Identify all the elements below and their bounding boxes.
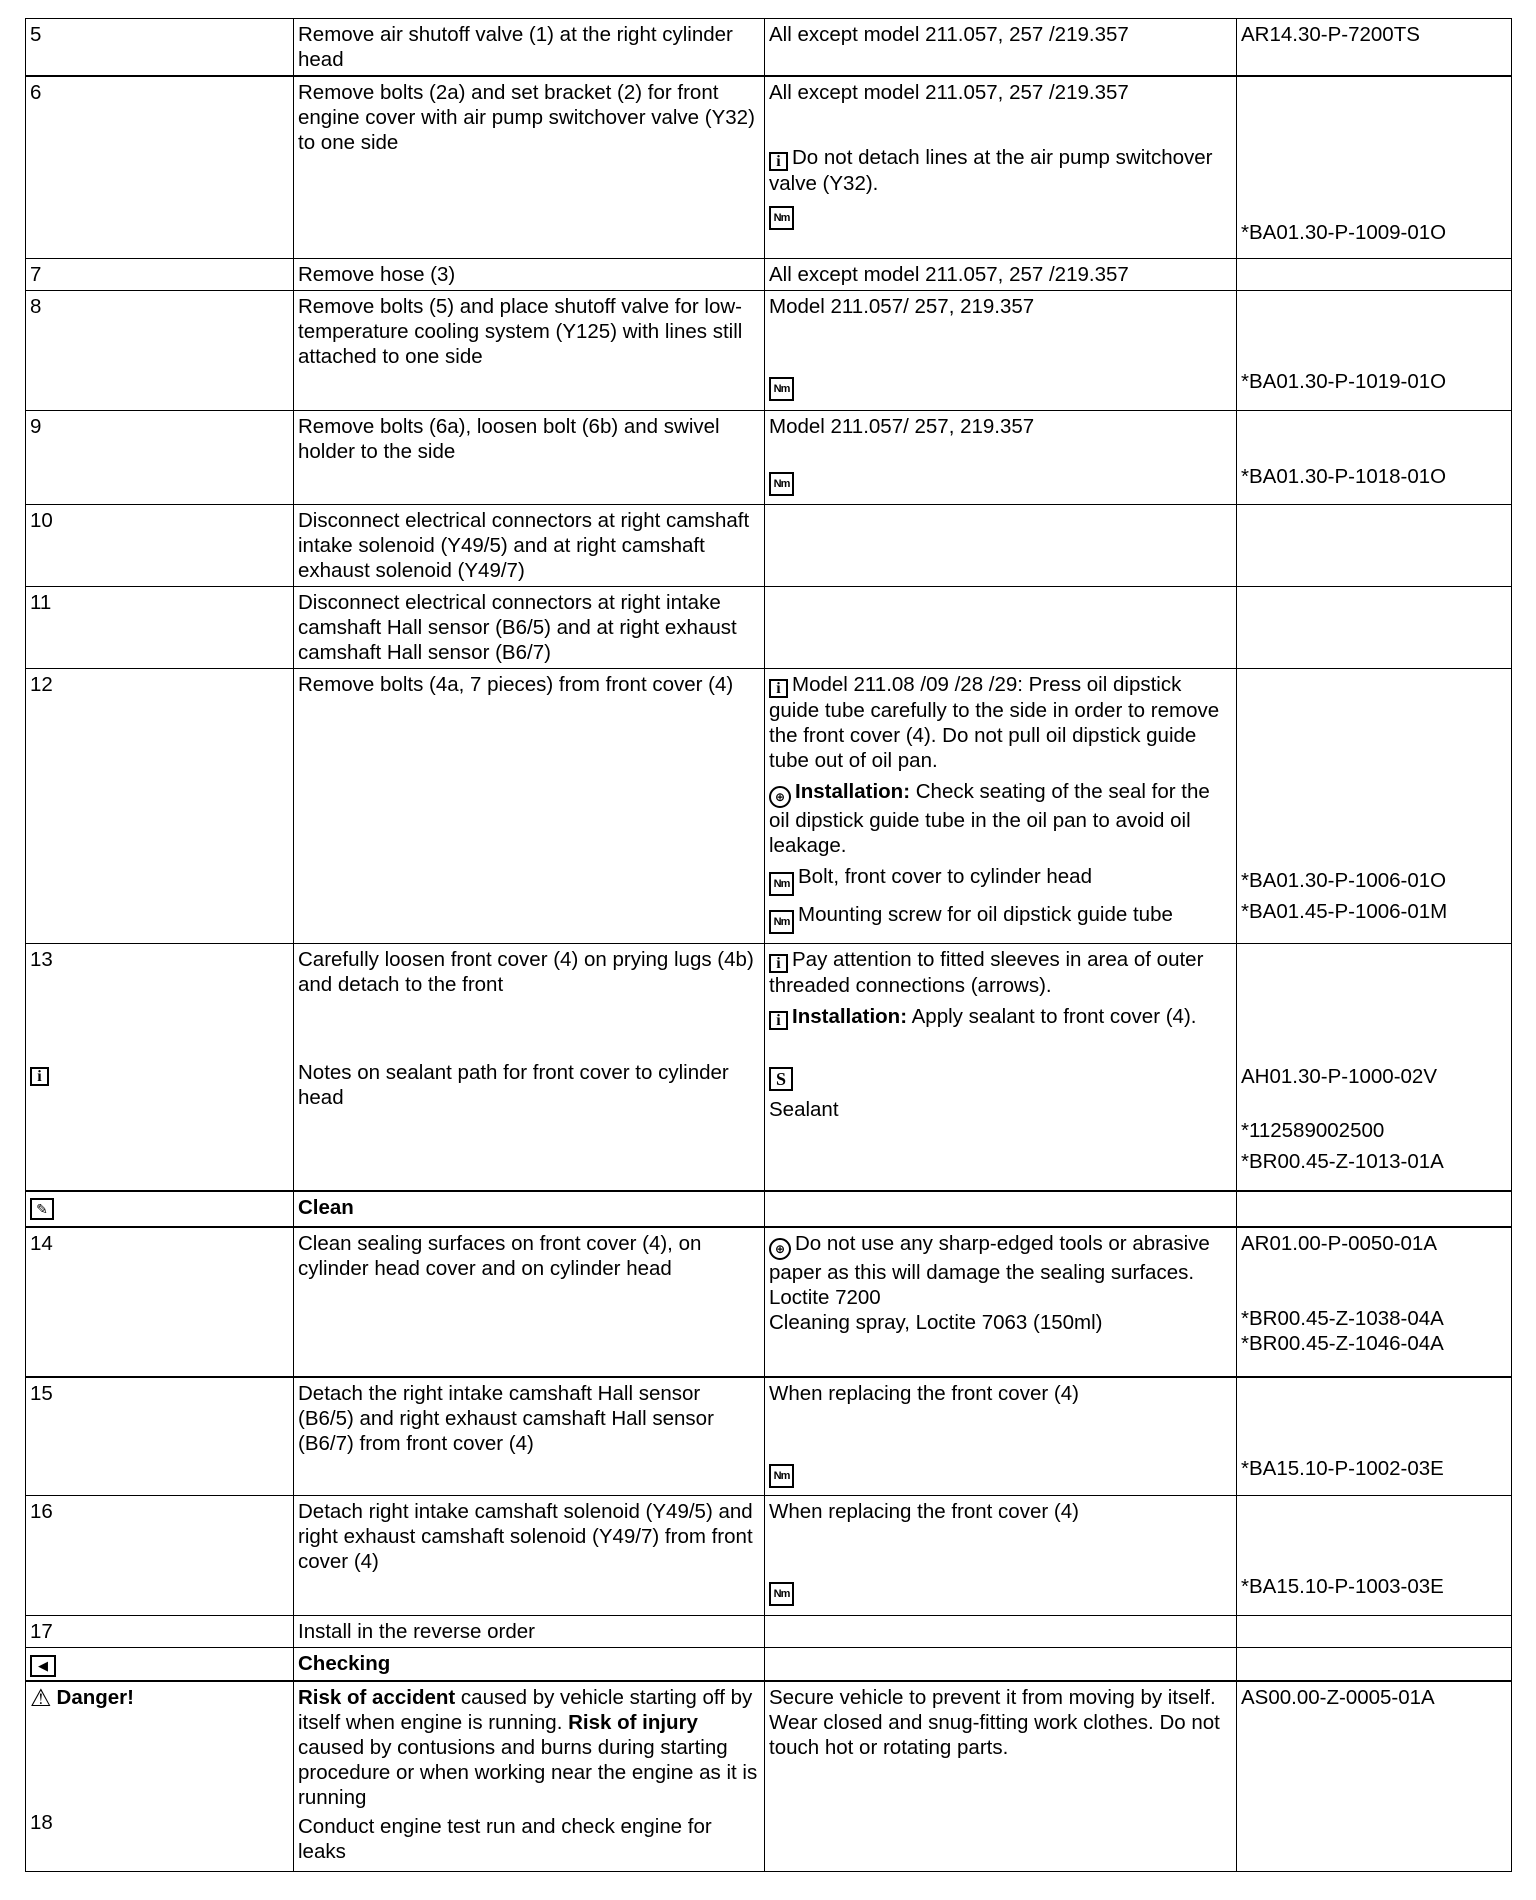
step-note [765,76,1237,258]
step-note [765,1377,1237,1495]
info-icon: i [769,954,788,973]
step-number [26,1681,294,1871]
step-number: 8 [26,290,294,410]
table-row [26,290,1512,410]
torque-reference[interactable]: *BA01.45-P-1006-01M [1241,899,1448,923]
step-reference [1237,410,1512,504]
section-row-clean [26,1191,1512,1227]
info-note: Do not detach lines at the air pump switchover valve (Y32). [769,146,1213,195]
torque-icon: Nm [769,910,794,934]
step-action: Remove bolts (5) and place shutoff valve for low-temperature cooling system (Y125) with lines still attached to one side [294,290,765,410]
section-row-checking [26,1647,1512,1681]
table-row [26,410,1512,504]
step-action [294,1681,765,1871]
clean-icon: ✎ [30,1198,54,1220]
step-reference [1237,1191,1512,1227]
step-note [765,1615,1237,1647]
installation-label: Installation: [792,1004,908,1028]
step-reference [1237,504,1512,586]
torque-item: Bolt, front cover to cylinder head [798,864,1092,888]
step-number-18: 18 [30,1811,53,1834]
sealant-label: Sealant [769,1097,839,1121]
step-action [294,943,765,1191]
safety-measure: Secure vehicle to prevent it from moving by itself. [769,1686,1216,1709]
step-action: Remove bolts (6a), loosen bolt (6b) and swivel holder to the side [294,410,765,504]
warning-icon: ⊕ [769,1238,791,1260]
step-number: 7 [26,258,294,290]
step-action: Detach right intake camshaft solenoid (Y49/5) and right exhaust camshaft solenoid (Y49/7) from front cover (4) [294,1495,765,1615]
step-action: Clean sealing surfaces on front cover (4), on cylinder head cover and on cylinder head [294,1227,765,1377]
step-action: Disconnect electrical connectors at right intake camshaft Hall sensor (B6/5) and at right exhaust camshaft Hall sensor (B6/7) [294,586,765,668]
danger-label: Danger! [56,1686,134,1709]
torque-icon: Nm [769,1582,794,1606]
step-reference-link[interactable]: AR01.00-P-0050-01A [1241,1232,1438,1255]
action-text: Carefully loosen front cover (4) on prying lugs (4b) and detach to the front [298,947,754,996]
sub-action-text: Notes on sealant path for front cover to cylinder head [298,1060,729,1109]
section-title: Clean [294,1191,765,1227]
step-action: Remove bolts (4a, 7 pieces) from front cover (4) [294,668,765,943]
step-action: Install in the reverse order [294,1615,765,1647]
table-row [26,586,1512,668]
table-row [26,1681,1512,1871]
step-note [765,290,1237,410]
step-reference [1237,1227,1512,1377]
table-row [26,19,1512,77]
step-reference [1237,258,1512,290]
step-reference [1237,668,1512,943]
info-note: Pay attention to fitted sleeves in area of outer threaded connections (arrows). [769,947,1204,997]
procedure-table [25,18,1512,1872]
step-reference [1237,943,1512,1191]
torque-icon: Nm [769,472,794,496]
torque-reference[interactable]: *BA01.30-P-1019-01O [1241,369,1447,393]
step-reference [1237,586,1512,668]
info-icon: i [769,152,788,171]
torque-reference[interactable]: *BA01.30-P-1006-01O [1241,868,1447,892]
warning-note: Do not use any sharp-edged tools or abrasive paper as this will damage the sealing surfaces. [769,1232,1210,1284]
step-number: 12 [26,668,294,943]
step-number: 9 [26,410,294,504]
note-text: All except model 211.057, 257 /219.357 [769,81,1129,104]
torque-icon: Nm [769,872,794,896]
step-note [765,586,1237,668]
torque-icon: Nm [769,1464,794,1488]
table-row [26,1495,1512,1615]
torque-reference[interactable]: *BA15.10-P-1002-03E [1241,1457,1444,1480]
step-reference [1237,76,1512,258]
torque-icon: Nm [769,377,794,401]
step-number: 15 [26,1377,294,1495]
info-icon: i [769,1011,788,1030]
step-reference [1237,1377,1512,1495]
step-note [765,504,1237,586]
section-icon-cell [26,1647,294,1681]
step-note: All except model 211.057, 257 /219.357 [765,258,1237,290]
step-action: Remove bolts (2a) and set bracket (2) for front engine cover with air pump switchover valve (Y32) to one side [294,76,765,258]
checking-icon: ◀ [30,1655,56,1677]
step-reference [1237,1495,1512,1615]
table-row [26,1377,1512,1495]
step-reference [1237,1647,1512,1681]
material-item: Loctite 7200 [769,1286,881,1309]
step-reference [1237,1681,1512,1871]
step-action: Remove air shutoff valve (1) at the right cylinder head [294,19,765,77]
step-reference [1237,1615,1512,1647]
torque-icon: Nm [769,206,794,230]
sealant-icon: S [769,1067,793,1091]
note-text: When replacing the front cover (4) [769,1382,1079,1405]
safety-reference[interactable]: AS00.00-Z-0005-01A [1241,1686,1435,1709]
material-item: Cleaning spray, Loctite 7063 (150ml) [769,1311,1103,1334]
info-note: Model 211.08 /09 /28 /29: Press oil dipstick guide tube carefully to the side in order to remove the front cover (4). Do not pull oil dipstick guide tube out of oil pan. [769,672,1220,772]
info-icon: i [30,1067,49,1086]
table-row [26,943,1512,1191]
safety-measure: Wear closed and snug-fitting work clothes. Do not touch hot or rotating parts. [769,1711,1220,1759]
torque-item: Mounting screw for oil dipstick guide tube [798,902,1173,926]
note-text: Model 211.057/ 257, 219.357 [769,294,1035,318]
table-row [26,504,1512,586]
step-note [765,1647,1237,1681]
step-note [765,1681,1237,1871]
material-reference[interactable]: *BR00.45-Z-1046-04A [1241,1332,1444,1355]
installation-note: Check seating of the seal for the oil dipstick guide tube in the oil pan to avoid oil leakage. [769,779,1210,857]
step-action: Remove hose (3) [294,258,765,290]
step-number: 17 [26,1615,294,1647]
step-number: 5 [26,19,294,77]
step-note [765,1495,1237,1615]
action-text: Conduct engine test run and check engine for leaks [298,1815,712,1863]
table-row [26,1615,1512,1647]
step-note [765,943,1237,1191]
step-action: Detach the right intake camshaft Hall sensor (B6/5) and right exhaust camshaft Hall sensor (B6/7) from front cover (4) [294,1377,765,1495]
step-number: 11 [26,586,294,668]
step-number: 16 [26,1495,294,1615]
danger-text: Risk of accident caused by vehicle starting off by itself when engine is running. Risk of injury caused by contusions and burns during starting procedure or when working near the engine as it is running [298,1686,758,1809]
step-number: 14 [26,1227,294,1377]
step-reference [1237,290,1512,410]
table-row [26,668,1512,943]
note-text: Model 211.057/ 257, 219.357 [769,414,1035,438]
torque-reference[interactable]: *BA01.30-P-1009-01O [1241,221,1447,244]
table-row [26,1227,1512,1377]
table-row [26,76,1512,258]
installation-label: Installation: [795,779,911,803]
sealant-reference[interactable]: *BR00.45-Z-1013-01A [1241,1149,1444,1173]
danger-icon: ⚠ [30,1685,52,1712]
step-note [765,1191,1237,1227]
section-title: Checking [294,1647,765,1681]
step-note [765,410,1237,504]
sealant-path-reference[interactable]: AH01.30-P-1000-02V [1241,1064,1438,1088]
step-reference[interactable]: AR14.30-P-7200TS [1237,19,1512,77]
section-icon-cell [26,1191,294,1227]
part-number[interactable]: *112589002500 [1241,1118,1385,1142]
step-action: Disconnect electrical connectors at right camshaft intake solenoid (Y49/5) and at right camshaft exhaust solenoid (Y49/7) [294,504,765,586]
step-number: 10 [26,504,294,586]
table-row [26,258,1512,290]
step-number: 6 [26,76,294,258]
note-text: When replacing the front cover (4) [769,1499,1079,1523]
step-note [765,668,1237,943]
step-note: All except model 211.057, 257 /219.357 [765,19,1237,77]
installation-icon: ⊕ [769,786,791,808]
info-icon: i [769,679,788,698]
torque-reference[interactable]: *BA01.30-P-1018-01O [1241,464,1447,488]
step-note [765,1227,1237,1377]
torque-reference[interactable]: *BA15.10-P-1003-03E [1241,1574,1444,1598]
material-reference[interactable]: *BR00.45-Z-1038-04A [1241,1307,1444,1330]
installation-note: Apply sealant to front cover (4). [911,1004,1197,1028]
step-number: 13 i [26,943,294,1191]
